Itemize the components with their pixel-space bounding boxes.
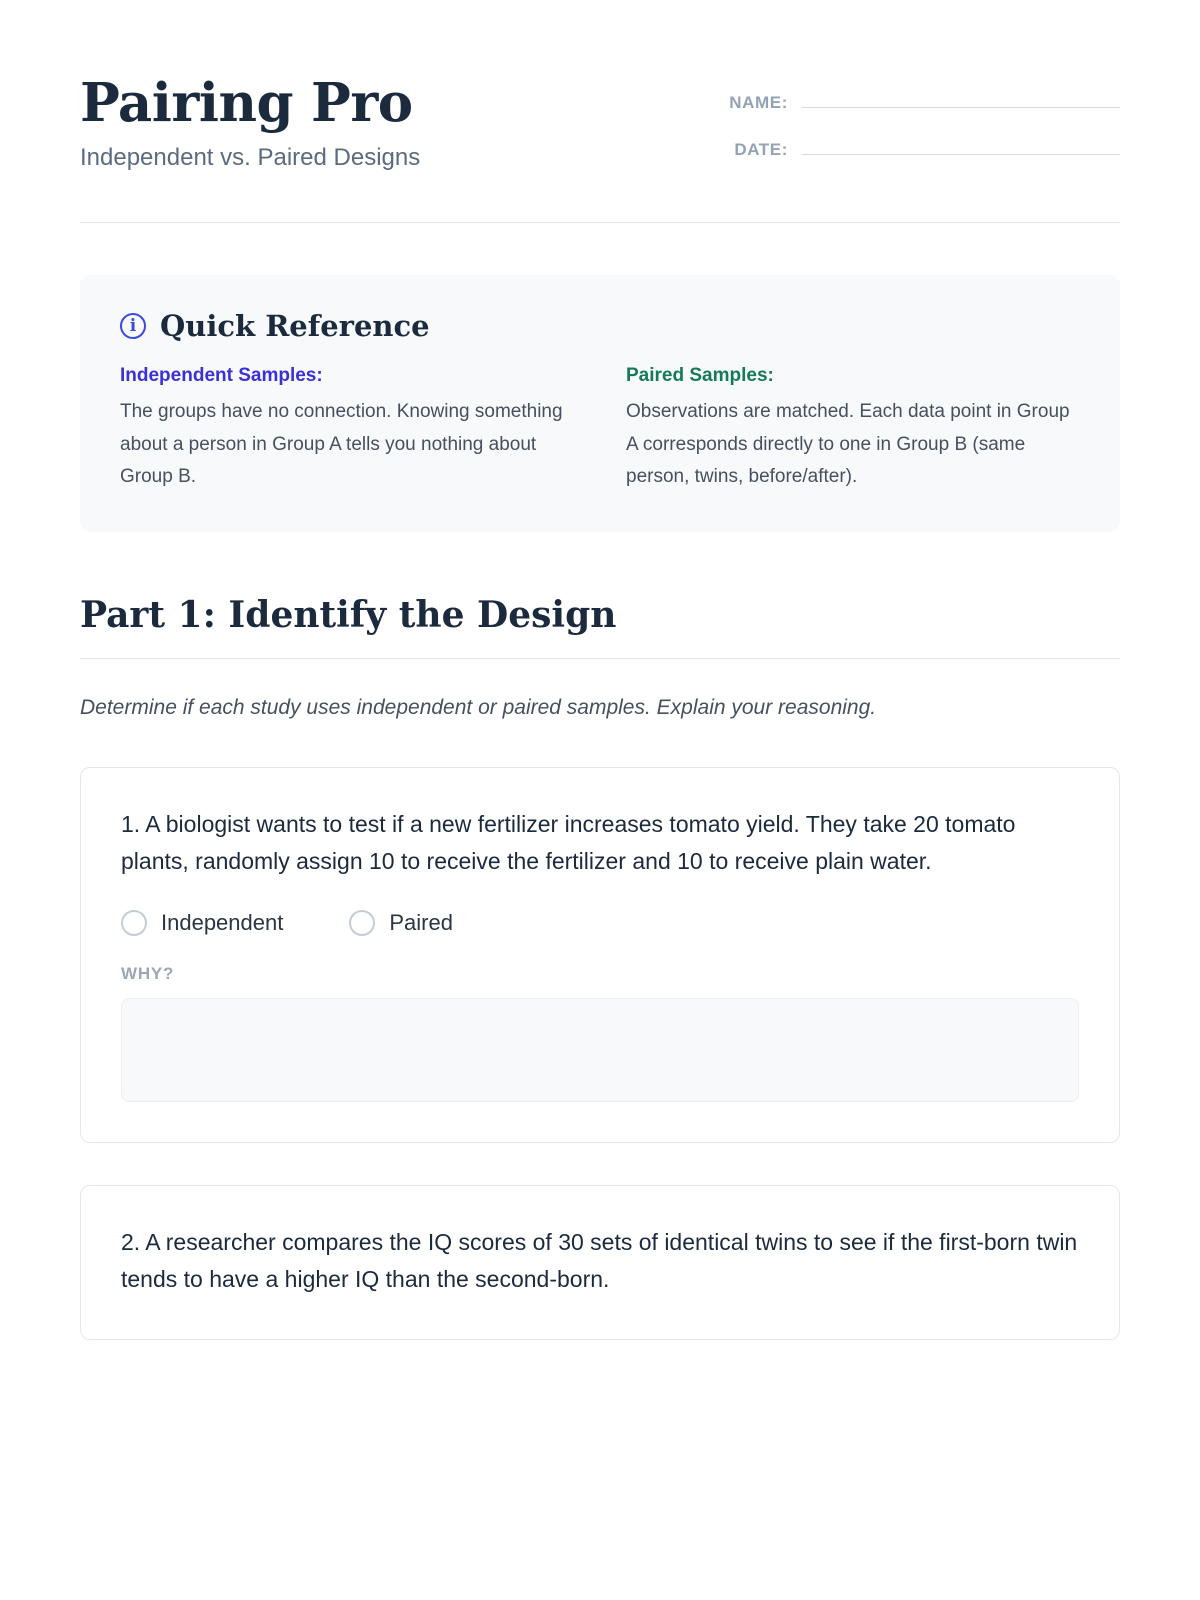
paired-heading: Paired Samples: [626, 365, 774, 386]
name-row [700, 88, 1120, 113]
quick-reference-paired [626, 365, 1076, 494]
answer-options [121, 910, 1079, 936]
quick-reference-panel [80, 275, 1120, 532]
option-independent[interactable] [121, 910, 283, 936]
radio-paired-icon[interactable] [349, 910, 375, 936]
page-subtitle: Independent vs. Paired Designs [80, 143, 421, 171]
why-answer-box[interactable] [121, 998, 1079, 1102]
quick-reference-title: Quick Reference [160, 309, 430, 343]
question-text: 1. A biologist wants to test if a new fertilizer increases tomato yield. They take 20 tomato plants, randomly assign 10 to receive the fertilizer and 10 to receive plain water. [121, 810, 1016, 874]
independent-body: The groups have no connection. Knowing something about a person in Group A tells you nothing about Group B. [120, 401, 563, 488]
page-title: Pairing Pro [80, 72, 413, 134]
student-meta-block [700, 72, 1120, 182]
info-icon: i [120, 313, 146, 339]
quick-reference-columns [120, 365, 1080, 494]
question-text: 2. A researcher compares the IQ scores of 30 sets of identical twins to see if the first-born twin tends to have a higher IQ than the second-born. [121, 1229, 1078, 1293]
why-label: WHY? [121, 964, 175, 984]
question-card [80, 1185, 1120, 1340]
part1-divider [80, 658, 1120, 659]
title-block [80, 72, 420, 172]
date-input[interactable] [802, 135, 1120, 155]
part1-title: Part 1: Identify the Design [80, 594, 617, 637]
date-label: DATE: [734, 140, 788, 159]
part1-instructions: Determine if each study uses independent or paired samples. Explain your reasoning. [80, 696, 877, 720]
option-independent-label: Independent [161, 910, 284, 936]
quick-reference-header [120, 309, 1080, 343]
quick-reference-independent [120, 365, 570, 494]
option-paired-label: Paired [389, 910, 453, 936]
document-header [80, 72, 1120, 182]
radio-independent-icon[interactable] [121, 910, 147, 936]
header-divider [80, 222, 1120, 223]
paired-body: Observations are matched. Each data point in Group A corresponds directly to one in Group B (same person, twins, before/after). [626, 401, 1070, 488]
date-row [700, 135, 1120, 160]
independent-heading: Independent Samples: [120, 365, 323, 386]
name-label: NAME: [729, 93, 788, 112]
name-input[interactable] [802, 88, 1120, 108]
option-paired[interactable] [349, 910, 453, 936]
question-card [80, 767, 1120, 1144]
